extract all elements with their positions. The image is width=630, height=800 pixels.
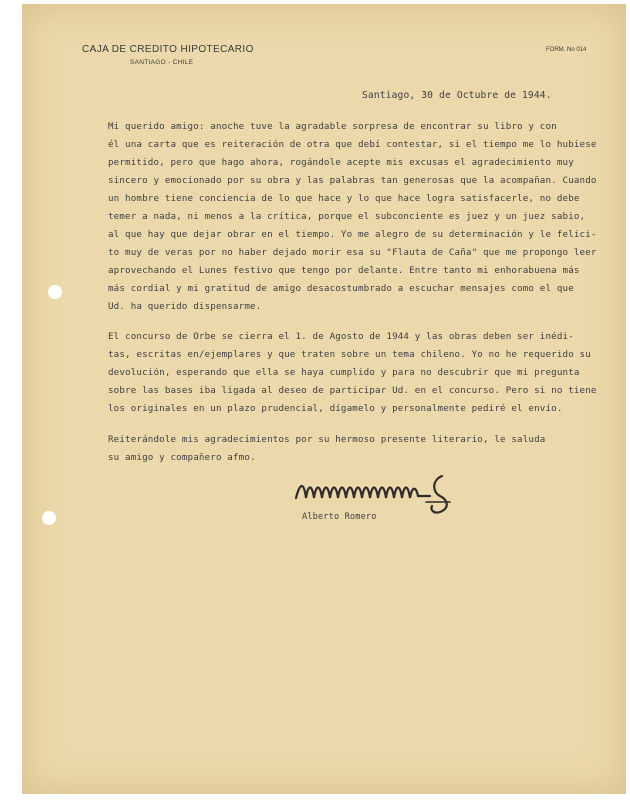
body-line: Mi querido amigo: anoche tuve la agradable sorpresa de encontrar su libro y con [108, 121, 557, 132]
letter-date: Santiago, 30 de Octubre de 1944. [362, 90, 552, 101]
body-line: permitido, pero que hago ahora, rogándole acepte mis excusas el agradecimiento muy [108, 157, 574, 168]
signer-name: Alberto Romero [302, 512, 377, 522]
body-line: un hombre tiene conciencia de lo que hace y lo que hace logra satisfacerle, no debe [108, 193, 580, 204]
body-line: devolución, esperando que ella se haya cumplido y para no descubrir que mi pregunta [108, 367, 580, 378]
body-line: aprovechando el Lunes festivo que tengo por delante. Entre tanto mi enhorabuena más [108, 265, 580, 276]
body-line: al que hay que dejar obrar en el tiempo. Yo me alegro de su determinación y le felici- [108, 229, 597, 240]
letterhead-organization: CAJA DE CREDITO HIPOTECARIO [82, 44, 254, 55]
body-line: to muy de veras por no haber dejado morir esa su "Flauta de Caña" que me propongo leer [108, 247, 597, 258]
body-line: su amigo y compañero afmo. [108, 452, 256, 463]
body-line: Reiterándole mis agradecimientos por su hermoso presente literario, le saluda [108, 434, 546, 445]
body-line: los originales en un plazo prudencial, dígamelo y personalmente pediré el envío. [108, 403, 563, 414]
body-line: él una carta que es reiteración de otra que debí contestar, si el tiempo me lo hubiese [108, 139, 597, 150]
body-line: temer a nada, ni menos a la crítica, porque el subconciente es juez y un juez sabio, [108, 211, 586, 222]
letterhead-form-number: FORM. No 014 [546, 47, 587, 53]
body-line: El concurso de Orbe se cierra el 1. de Agosto de 1944 y las obras deben ser inédi- [108, 331, 574, 342]
body-line: sobre las bases iba ligada al deseo de participar Ud. en el concurso. Pero si no tiene [108, 385, 597, 396]
handwritten-signature [290, 472, 470, 517]
letterhead-city: SANTIAGO - CHILE [130, 59, 194, 66]
punch-hole-bottom [42, 511, 56, 525]
body-line: Ud. ha querido dispensarme. [108, 301, 262, 312]
body-line: tas, escritas en/ejemplares y que traten sobre un tema chileno. Yo no he requerido su [108, 349, 591, 360]
body-line: sincero y emocionado por su obra y las palabras tan generosas que la acompañan. Cuando [108, 175, 597, 186]
punch-hole-top [48, 285, 62, 299]
body-line: más cordial y mi gratitud de amigo desacostumbrado a escuchar mensajes como el que [108, 283, 574, 294]
